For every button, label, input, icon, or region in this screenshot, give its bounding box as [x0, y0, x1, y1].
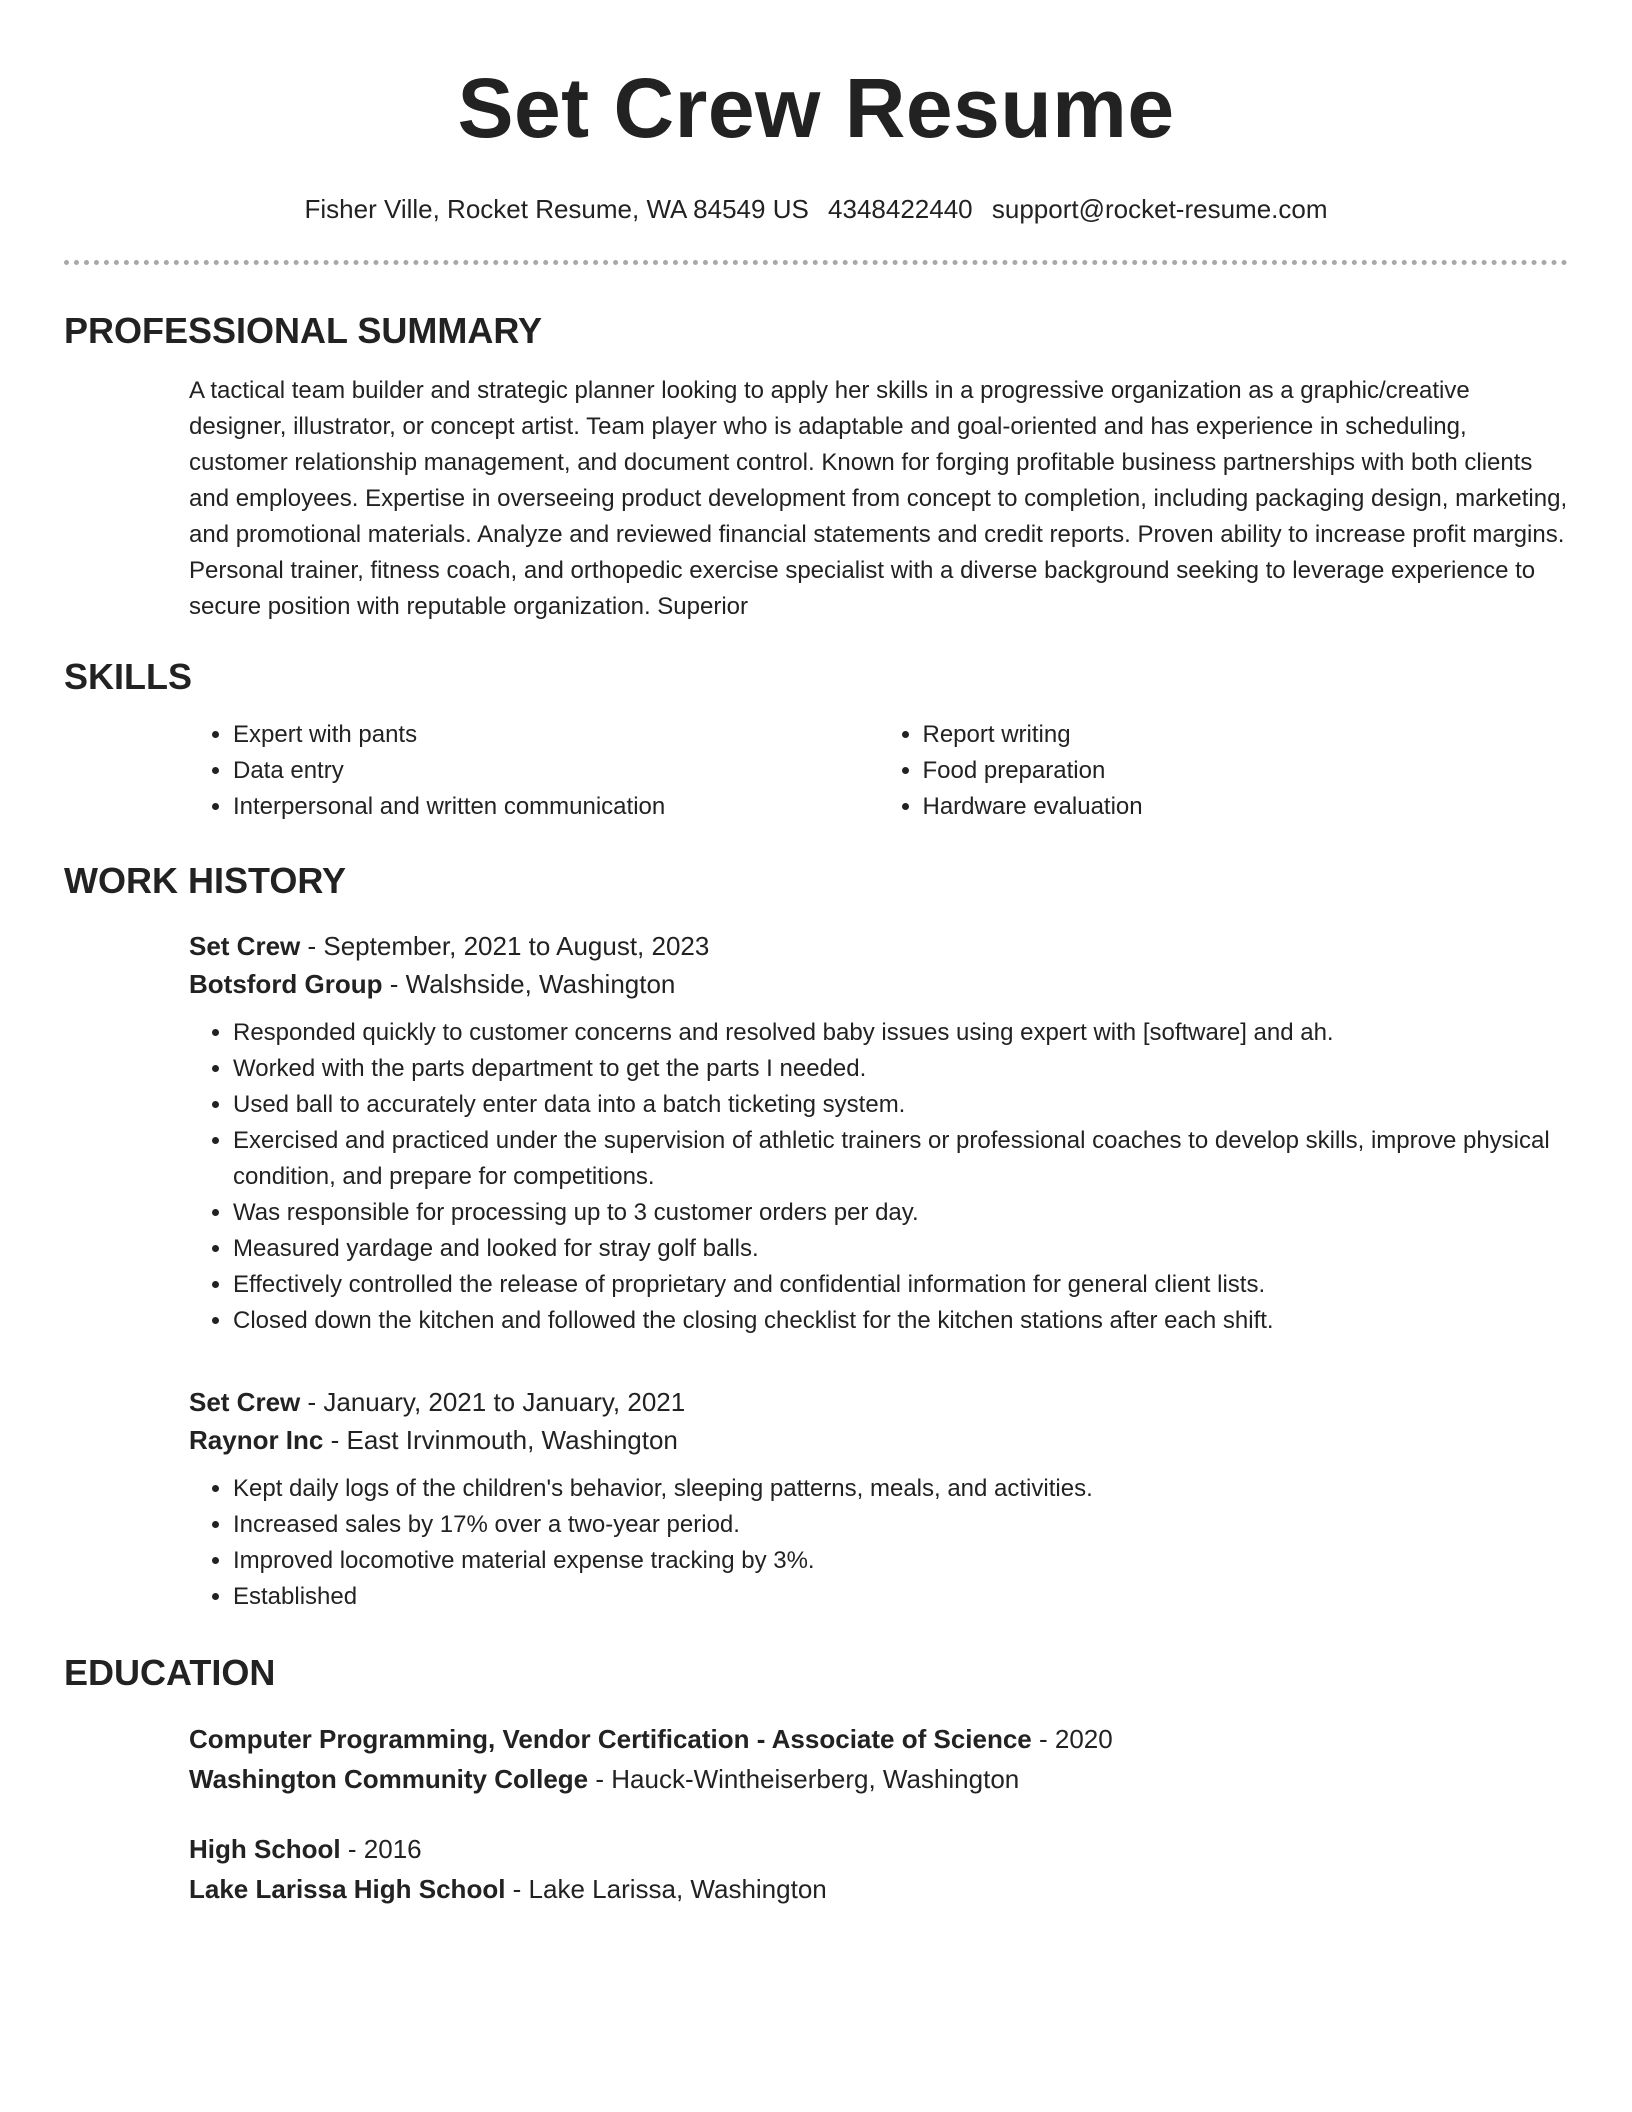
education-location: - Hauck-Wintheiserberg, Washington: [588, 1764, 1020, 1794]
job-bullet: • Effectively controlled the release of proprietary and confidential information for general client lists.: [233, 1267, 1568, 1303]
education-school-line: [189, 1759, 1568, 1799]
job-bullets: [189, 1015, 1568, 1339]
education-school: Washington Community College: [189, 1764, 589, 1794]
education-degree: High School: [189, 1834, 341, 1864]
skill-item: • Food preparation: [923, 753, 1569, 789]
skill-item: • Hardware evaluation: [923, 789, 1569, 825]
education-entry: [189, 1829, 1568, 1909]
job-role-line: [189, 1383, 1568, 1421]
job-bullets: [189, 1471, 1568, 1615]
skill-item: • Report writing: [923, 717, 1569, 753]
job-company: Raynor Inc: [189, 1425, 324, 1455]
skill-item: • Data entry: [233, 753, 879, 789]
skill-item: • Interpersonal and written communication: [233, 789, 879, 825]
job-bullet: • Used ball to accurately enter data into a batch ticketing system.: [233, 1087, 1568, 1123]
job-location: - Walshside, Washington: [382, 969, 676, 999]
job-bullet: • Improved locomotive material expense tracking by 3%.: [233, 1543, 1568, 1579]
job-bullet: • Closed down the kitchen and followed the closing checklist for the kitchen stations after each shift.: [233, 1303, 1568, 1339]
skills-heading: SKILLS: [64, 656, 193, 697]
job-company-line: [189, 1421, 1568, 1459]
job-entry: [189, 927, 1568, 1339]
contact-email: support@rocket-resume.com: [991, 194, 1328, 224]
job-role-line: [189, 927, 1568, 965]
education-degree: Computer Programming, Vendor Certification - Associate of Science: [189, 1724, 1032, 1754]
job-role: Set Crew: [189, 931, 301, 961]
job-company-line: [189, 965, 1568, 1003]
job-dates: - January, 2021 to January, 2021: [300, 1387, 686, 1417]
job-bullet: • Responded quickly to customer concerns and resolved baby issues using expert with [software] and ah.: [233, 1015, 1568, 1051]
job-bullet: • Worked with the parts department to get the parts I needed.: [233, 1051, 1568, 1087]
skills-column-left: [189, 717, 879, 825]
summary-text: A tactical team builder and strategic planner looking to apply her skills in a progressive organization as a graphic/creative designer, illustrator, or concept artist. Team player who is adaptable and goal-oriented and has experience in scheduling, customer relationship management, and document control. Known for forging profitable business partnerships with both clients and employees. Expertise in overseeing product development from concept to completion, including packaging design, marketing, and promotional materials. Analyze and reviewed financial statements and credit reports. Proven ability to increase profit margins. Personal trainer, fitness coach, and orthopedic exercise specialist with a diverse background seeking to leverage experience to secure position with reputable organization. Superior: [189, 377, 1568, 620]
education-heading: EDUCATION: [64, 1652, 276, 1693]
education-degree-line: [189, 1719, 1568, 1759]
education-degree-line: [189, 1829, 1568, 1869]
job-bullet: • Exercised and practiced under the supervision of athletic trainers or professional coaches to develop skills, improve physical condition, and prepare for competitions.: [233, 1123, 1568, 1195]
work-history-heading: WORK HISTORY: [64, 860, 347, 901]
job-bullet: • Was responsible for processing up to 3 customer orders per day.: [233, 1195, 1568, 1231]
job-entry: [189, 1383, 1568, 1615]
contact-line: [64, 192, 1568, 226]
education-year: - 2016: [340, 1834, 422, 1864]
skills-column-right: [879, 717, 1569, 825]
education-location: - Lake Larissa, Washington: [505, 1874, 827, 1904]
summary-heading: PROFESSIONAL SUMMARY: [64, 310, 543, 351]
job-dates: - September, 2021 to August, 2023: [300, 931, 710, 961]
job-bullet: • Kept daily logs of the children's behavior, sleeping patterns, meals, and activities.: [233, 1471, 1568, 1507]
job-bullet: • Increased sales by 17% over a two-year period.: [233, 1507, 1568, 1543]
job-company: Botsford Group: [189, 969, 383, 999]
contact-address: Fisher Ville, Rocket Resume, WA 84549 US: [304, 194, 809, 224]
education-school: Lake Larissa High School: [189, 1874, 506, 1904]
contact-phone: 4348422440: [828, 194, 973, 224]
education-year: - 2020: [1031, 1724, 1113, 1754]
education-entry: [189, 1719, 1568, 1799]
job-location: - East Irvinmouth, Washington: [323, 1425, 678, 1455]
job-bullet: • Measured yardage and looked for stray golf balls.: [233, 1231, 1568, 1267]
education-school-line: [189, 1869, 1568, 1909]
job-role: Set Crew: [189, 1387, 301, 1417]
skills-list: [189, 717, 1568, 825]
skill-item: • Expert with pants: [233, 717, 879, 753]
job-bullet: • Established: [233, 1579, 1568, 1615]
header-divider: [64, 260, 1568, 265]
resume-name: Set Crew Resume: [457, 61, 1175, 155]
